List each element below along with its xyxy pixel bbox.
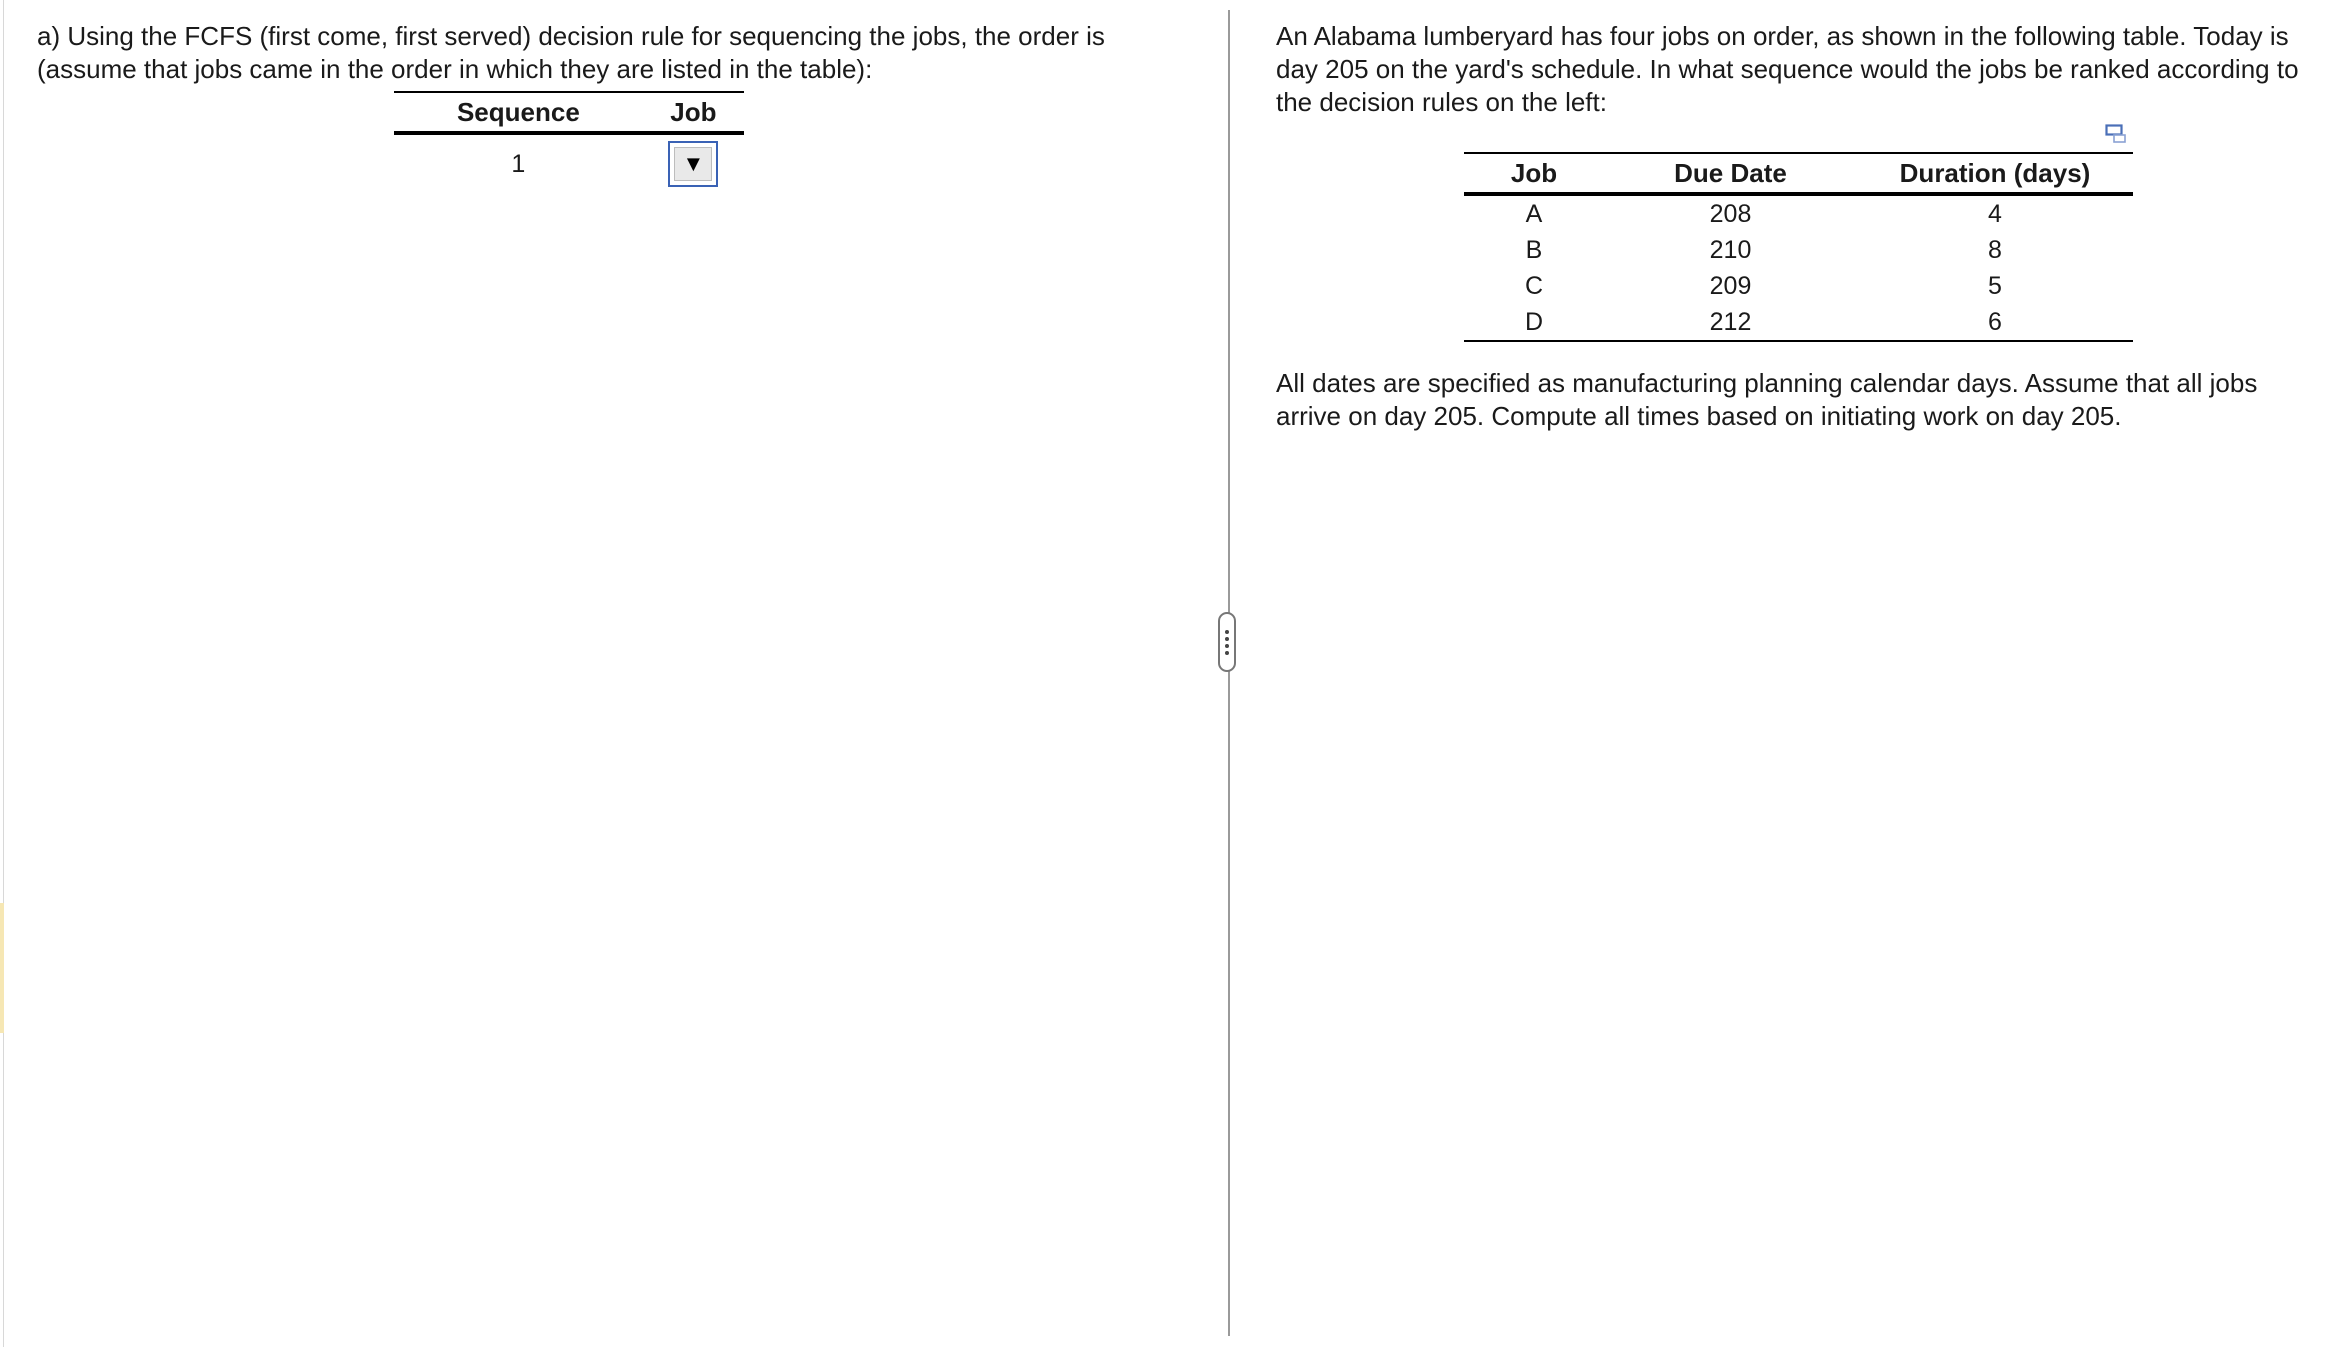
problem-intro: An Alabama lumberyard has four jobs on order, as shown in the following table. Today is day 205 on the yard's schedule. In what sequence would the jobs be ranked according to the decision rules on the left:	[1276, 21, 2299, 117]
problem-note: All dates are specified as manufacturing planning calendar days. Assume that all jobs arrive on day 205. Compute all times based on initiating work on day 205.	[1276, 368, 2258, 431]
jobs-table-header-row	[1464, 153, 2133, 194]
duration-column-header: Duration (days)	[1857, 153, 2133, 194]
table-row	[1464, 304, 2133, 341]
due-date: 208	[1709, 199, 1752, 228]
sequence-number: 1	[511, 149, 526, 178]
duration: 8	[1988, 235, 2002, 264]
copy-table-icon[interactable]	[2105, 124, 2127, 144]
job-id: B	[1525, 235, 1543, 264]
due-date: 212	[1604, 304, 1857, 341]
job-column-header: Job	[1464, 153, 1604, 194]
left-edge-line	[3, 0, 4, 1347]
table-row	[1464, 268, 2133, 304]
due-date-column-header: Due Date	[1604, 153, 1857, 194]
left-pane	[37, 20, 1197, 86]
duration: 4	[1988, 199, 2002, 228]
job-id: D	[1464, 304, 1604, 341]
job-id: A	[1525, 199, 1543, 228]
right-pane	[1276, 20, 2316, 119]
table-row	[394, 133, 744, 193]
sequence-table	[394, 91, 744, 193]
due-date: 209	[1709, 271, 1752, 300]
vertical-dots-icon	[1225, 630, 1229, 655]
table-row	[1464, 232, 2133, 268]
job-dropdown[interactable]	[668, 141, 718, 187]
pane-divider[interactable]	[1228, 10, 1230, 1336]
duration: 6	[1857, 304, 2133, 341]
divider-handle[interactable]	[1218, 612, 1236, 672]
left-edge-marker	[0, 903, 4, 1033]
job-id: C	[1524, 271, 1544, 300]
jobs-table	[1464, 152, 2133, 342]
triangle-down-icon: ▼	[682, 151, 705, 176]
question-text: a) Using the FCFS (first come, first served) decision rule for sequencing the jobs, the order is (assume that jobs came in the order in which they are listed in the table):	[37, 21, 1105, 84]
sequence-header: Sequence	[394, 92, 643, 133]
job-header: Job	[643, 92, 744, 133]
sequence-table-header-row	[394, 92, 744, 133]
due-date: 210	[1709, 235, 1752, 264]
dropdown-button[interactable]	[674, 147, 712, 181]
job-cell	[643, 133, 744, 193]
duration: 5	[1988, 271, 2002, 300]
table-row	[1464, 194, 2133, 232]
